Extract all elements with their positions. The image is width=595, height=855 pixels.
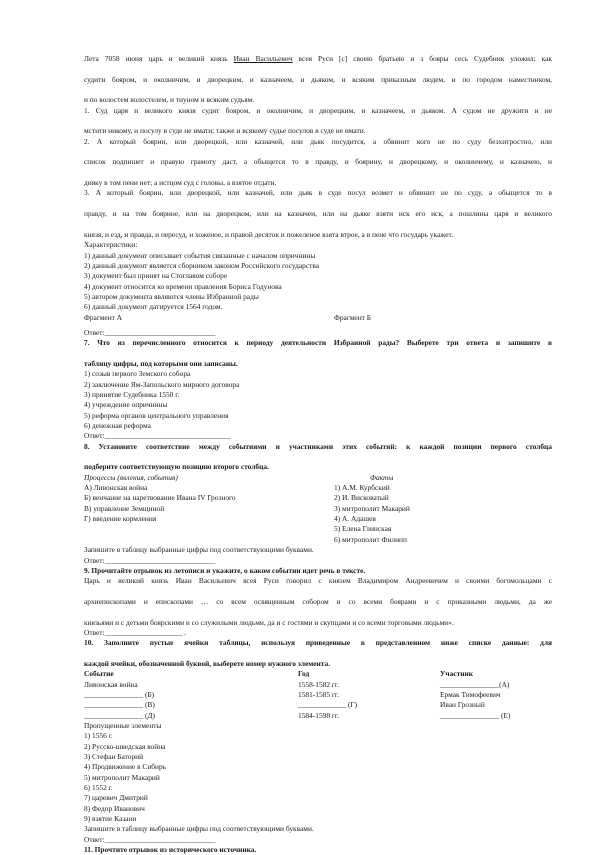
question-7-title: 7. Что из перечисленного относится к периоду деятельности Избранной рады? Выберете три ответа и запишите в: [84, 338, 552, 348]
q8-row: [84, 535, 552, 545]
q8-row: [84, 483, 552, 493]
q8-event: А) Ливонская война: [84, 483, 148, 493]
q8-col2-header: Факты: [370, 472, 394, 482]
q10-table-header: [84, 669, 552, 679]
q7-option: 2) заключение Ям-Запольского мирного договора: [84, 379, 240, 389]
q7-option: 6) денежная реформа: [84, 421, 151, 431]
fragment-a-label: Фрагмент А: [84, 312, 123, 322]
q10-table-row: [84, 700, 552, 710]
q10-cell[interactable]: _____________ (Г): [298, 700, 358, 710]
question-10-title: каждой ячейки, обозначенной буквой, выберете номер нужного элемента.: [84, 658, 331, 668]
q10-cell: Ливонская война: [84, 679, 138, 689]
characteristic-item: 2) данный документ является сборником законом Российского государства: [84, 260, 320, 270]
q8-instruction: Запишите в таблицу выбранные цифры под соответствующими буквами.: [84, 545, 314, 555]
article-line: список подпишет и правую грамоту даст, а обыщется то в правду, и боярину, и дворецкому, и околничему, и казначею, и: [84, 157, 552, 167]
q10-header-event: Событие: [84, 669, 114, 679]
q10-cell[interactable]: ________________ (В): [84, 700, 155, 710]
q10-cell: 1584-1598 гг.: [298, 710, 339, 720]
question-9-title: 9. Прочитайте отрывок из летописи и укажите, о каком событии идет речь в тексте.: [84, 565, 366, 575]
q10-cell: Ермак Тимофеевич: [440, 689, 501, 699]
question-8-title: 8. Установите соответствие между событиями и участниками этих событий: к каждой позиции первого столбца: [84, 441, 552, 451]
q10-missing-item: 4) Продвижение в Сибирь: [84, 762, 167, 772]
q10-header-year: Год: [298, 669, 310, 679]
q10-table-row: [84, 711, 552, 721]
q10-table-row: [84, 690, 552, 700]
q8-event: Г) введение кормления: [84, 514, 157, 524]
characteristics-header: Характеристики:: [84, 240, 138, 250]
q9-text: князьями и с детьми боярскими и со служилыми людьми, да и с гостями и скупцами и со всеми торговыми людьми».: [84, 617, 454, 627]
intro-line: и по волостем волостелем, и тиуном и всяким судьям.: [84, 95, 255, 105]
q8-fact: 4) А. Адашев: [334, 514, 376, 524]
characteristic-item: 6) данный документ датируется 1564 годом.: [84, 302, 223, 312]
fragment-labels: [84, 313, 552, 323]
q8-col1-header: Процессы (явления, события): [84, 472, 178, 482]
q8-fact: 1) А.М. Курбский: [334, 483, 390, 493]
q10-header-participant: Участник: [440, 669, 473, 679]
article-line: правду, и на том боярине, или на дворецком, или на казначеи, или на дьяке взяти иск его иск, а пошлины царя и великого: [84, 209, 552, 219]
q10-missing-item: 5) митрополит Макарий: [84, 772, 160, 782]
q8-event: В) управление Земщиной: [84, 503, 165, 513]
q10-missing-item: 1) 1556 г.: [84, 731, 113, 741]
q8-answer-line[interactable]: Ответ:______________________________: [84, 555, 216, 565]
q7-answer-line[interactable]: Ответ:__________________________________: [84, 431, 231, 441]
q9-text: Царь и великий князь Иван Васильевич всея Руси говорил с князем Владимиром Андреевичем и своими богомольцами с: [84, 576, 552, 586]
q10-missing-item: 3) Стефан Баторий: [84, 752, 144, 762]
article-line: 1. Суд царя и великого князя судит бояром, и околничим, и дворецким, и казначеем, и дьяком. А судом не дружити и не: [84, 105, 552, 115]
q8-fact: 2) И. Висковатый: [334, 493, 389, 503]
q8-row: [84, 504, 552, 514]
question-11-title: 11. Прочтите отрывок из исторического источника.: [84, 845, 257, 855]
q7-option: 3) принятие Судебника 1550 г.: [84, 390, 180, 399]
q10-missing-item: 8) Федор Иванович: [84, 803, 145, 813]
q10-cell[interactable]: ________________ (Д): [84, 710, 155, 720]
q7-option: 5) реформа органов центрального управления: [84, 410, 229, 420]
q10-missing-item: 9) взятие Казани: [84, 814, 137, 824]
document-content: [84, 54, 552, 855]
q8-event: Б) венчание на наретвование Ивана IV Грозного: [84, 493, 236, 503]
q10-instruction: Запишите в таблицу выбранные цифры под соответствующими буквами.: [84, 824, 314, 834]
q8-row: [84, 514, 552, 524]
question-8-title: подберите соответствующую позицию второго столбца.: [84, 462, 269, 472]
q7-option: 4) учреждение опричнины: [84, 400, 168, 410]
article-line: дияку в том пени нет; а истцом суд с головы, а взятое отдати.: [84, 178, 277, 188]
article-line: 3. А который боярин, или дворецкой, или казначей, или дьяк в суде посул возмет и обвинит не по суду, а обыщется то в: [84, 188, 552, 198]
q10-cell: Иван Грозный: [440, 700, 485, 710]
q8-row: [84, 493, 552, 503]
article-line: мстити никому, и посулу в суде не имати; также и всякому судье посулов в суде не имати.: [84, 126, 366, 136]
q8-fact: 6) митрополит Филипп: [334, 534, 407, 544]
q10-missing-header: Пропущенные элементы: [84, 721, 162, 730]
characteristic-item: 4) документ относится ко времени правления Бориса Годунова: [84, 281, 282, 291]
article-line: 2. А который боярин, или дворецкой, или казначей, или дьяк посудится, а обвинит кого не по суду безхитростно, или: [84, 136, 552, 146]
q8-columns-header: [84, 473, 552, 483]
characteristic-item: 3) документ был принят на Стоглавом соборе: [84, 271, 228, 281]
characteristic-item: 5) автором документа являются члены Избранной рады: [84, 291, 259, 301]
q9-answer-line[interactable]: Ответ:_____________________ .: [84, 627, 186, 637]
intro-line: Лета 7058 июня царь и великий князь Иван Васильевич всея Руси [с] своею братьею и з бояры сесь Судебник уложил; как: [84, 54, 552, 63]
q8-fact: 5) Елена Глинская: [334, 524, 392, 534]
q10-cell[interactable]: ________________ (Б): [84, 689, 155, 699]
q10-cell: 1558-1582 гг.: [298, 679, 339, 689]
q10-missing-item: 7) царевич Дмитрий: [84, 793, 148, 803]
q8-fact: 3) митрополит Макарий: [334, 503, 410, 513]
q10-cell[interactable]: ________________(А): [440, 679, 510, 689]
q10-missing-item: 6) 1552 г.: [84, 783, 113, 793]
fragment-b-label: Фрагмент Б: [334, 312, 371, 322]
q7-option: 1) созыв первого Земского собора: [84, 369, 191, 379]
q10-cell: 1581-1585 гг.: [298, 689, 339, 699]
characteristic-item: 1) данный документ описывает события связанные с началом опричнины: [84, 250, 316, 260]
q10-answer-line[interactable]: Ответ:______________________________: [84, 834, 216, 844]
article-line: князя, и езд, и правда, и пересуд, и хоженое, и правой десяток и пожеленое взята втрое, а в пене что государь укажет.: [84, 229, 454, 239]
q10-missing-item: 2) Русско-шведская война: [84, 741, 166, 751]
question-10-title: 10. Заполните пустые ячейки таблицы, используя приведенные в представленном ниже списке данные: для: [84, 638, 552, 648]
underlined-name: Иван Васильевич: [233, 54, 293, 63]
q10-table-row: [84, 680, 552, 690]
q10-cell[interactable]: ________________ (Е): [440, 710, 511, 720]
q9-text: архиепископами и епископами … со всем освященным собором и со всеми боярами и с приказными людьми, да же: [84, 596, 552, 606]
q8-row: [84, 524, 552, 534]
question-7-title: таблицу цифры, под которыми они записаны.: [84, 358, 238, 368]
intro-line: судити бояром, и околничим, и дворецким, и казначеем, и дьяком, и всяким приказным людем, и по городом наместником,: [84, 74, 552, 84]
answer-line[interactable]: Ответ:______________________________: [84, 327, 216, 337]
